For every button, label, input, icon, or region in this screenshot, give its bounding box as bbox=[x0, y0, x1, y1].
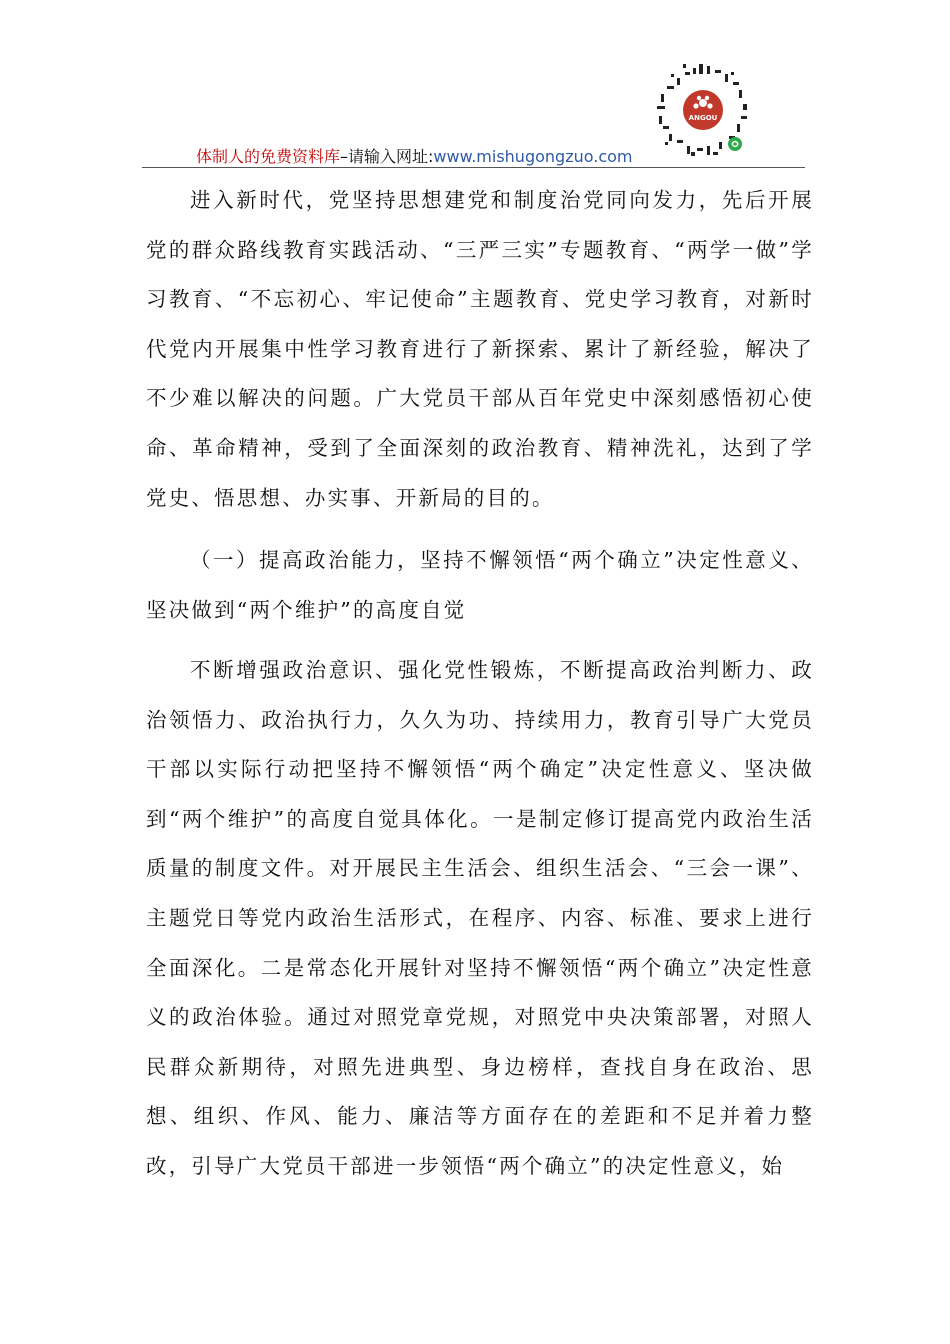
qr-code-icon[interactable] bbox=[655, 62, 751, 158]
header-divider bbox=[142, 167, 805, 168]
header-watermark bbox=[196, 144, 633, 167]
paragraph-section-body: 不断增强政治意识、强化党性锻炼，不断提高政治判断力、政治领悟力、政治执行力，久久为功、持续用力，教育引导广大党员干部以实际行动把坚持不懈领悟“两个确定”决定性意义、坚决做到“两个维护”的高度自觉具体化。一是制定修订提高党内政治生活质量的制度文件。对开展民主生活会、组织生活会、“三会一课”、主题党日等党内政治生活形式，在程序、内容、标准、要求上进行全面深化。二是常态化开展针对坚持不懈领悟“两个确立”决定性意义的政治体验。通过对照党章党规，对照党中央决策部署，对照人民群众新期待，对照先进典型、身边榜样，查找自身在政治、思想、组织、作风、能力、廉洁等方面存在的差距和不足并着力整改，引导广大党员干部进一步领悟“两个确立”的决定性意义，始 bbox=[146, 658, 814, 1178]
site-url-link[interactable]: www.mishugongzuo.com bbox=[433, 147, 633, 166]
section-heading: （一）提高政治能力，坚持不懈领悟“两个确立”决定性意义、坚决做到“两个维护”的高度自觉 bbox=[146, 548, 814, 622]
url-prompt: –请输入网址: bbox=[340, 147, 434, 166]
site-name: 体制人的免费资料库 bbox=[196, 147, 341, 166]
qr-logo-label: ANGOU bbox=[688, 114, 718, 122]
paragraph-intro: 进入新时代，党坚持思想建党和制度治党同向发力，先后开展党的群众路线教育实践活动、“三严三实”专题教育、“两学一做”学习教育、“不忘初心、牢记使命”主题教育、党史学习教育，对新时代党内开展集中性学习教育进行了新探索、累计了新经验，解决了不少难以解决的问题。广大党员干部从百年党史中深刻感悟初心使命、革命精神，受到了全面深刻的政治教育、精神洗礼，达到了学党史、悟思想、办实事、开新局的目的。 bbox=[146, 188, 814, 510]
